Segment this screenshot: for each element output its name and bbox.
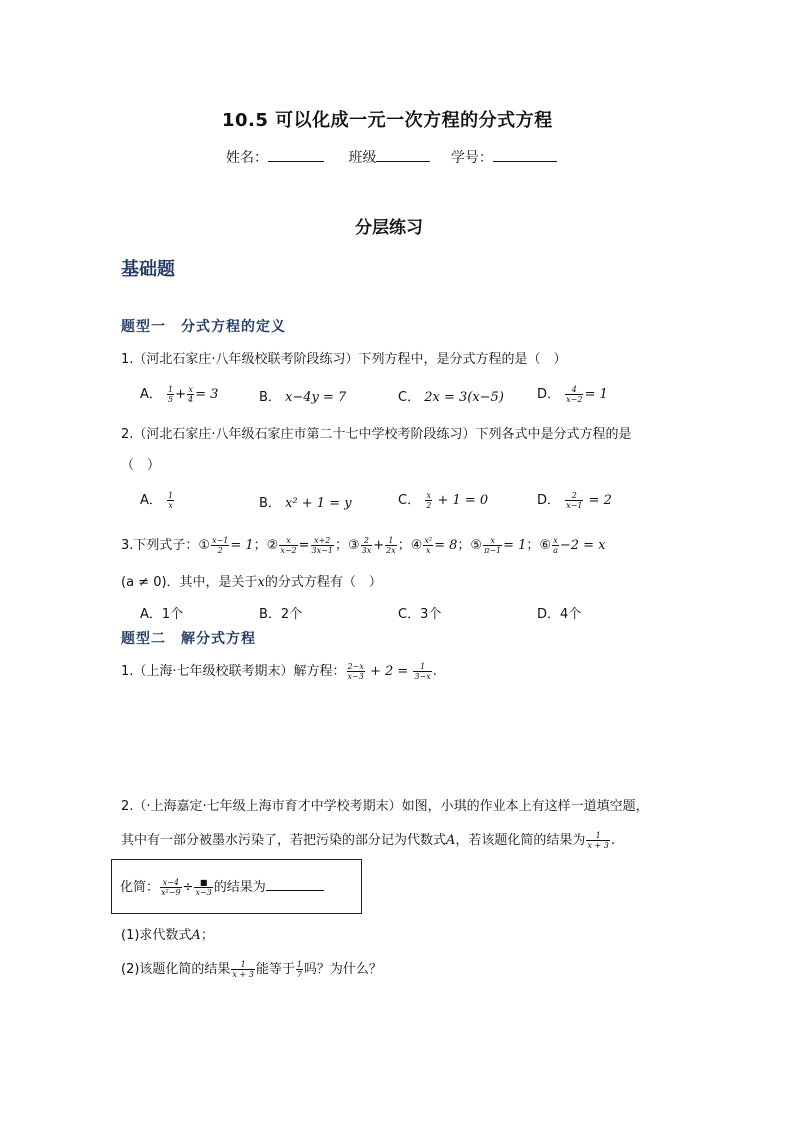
name-label: 姓名： [226, 150, 268, 166]
fraction: $\frac{4}{x-2}$ [566, 385, 583, 404]
q5-part1 [121, 924, 214, 943]
section-heading-2: 题型二 解分式方程 [121, 631, 256, 647]
option-letter: C． [398, 493, 421, 508]
subtitle: 分层练习 [355, 218, 423, 238]
option-letter: D． [537, 493, 561, 508]
option-expr: + 1 = 0 [433, 493, 489, 508]
q2-option-a [140, 489, 175, 510]
q2-option-c [398, 489, 488, 510]
class-blank [376, 161, 430, 162]
option-expr: 2x = 3(x−5) [424, 390, 504, 405]
q3-intro: 3.下列式子： [121, 538, 199, 553]
box-tail: 的结果为 [213, 880, 266, 895]
answer-blank [266, 890, 324, 891]
option-expr: x−4y = 7 [285, 390, 347, 405]
q5-line2-post: ，若该题化简的结果为 [455, 833, 586, 848]
q1-option-b [259, 386, 346, 405]
box-content: 化简： $\frac{x-4}{\text{x²−9}}$ ÷ $\frac{■}{x-3}$ 的结果为 [120, 876, 324, 897]
q3-expressions: 3.下列式子：① $\frac{x-1}{2}$ = 1；② $\frac{x}{x-2}$ = $\frac{x+2}{3x-1}$ ；③ $\frac{2}{3x}$ + $\frac{1}{2x}$ ；④ $\frac{\text{x²}}{x}$ = 8；⑤ $\frac{x}{\pi-1}$ = 1；⑥ $\frac{x}{a}$ −2 = x [121, 536, 606, 555]
option-expr: = 2 [584, 493, 612, 508]
option-letter: B． [259, 390, 281, 405]
class-label: 班级 [348, 150, 377, 166]
fraction: $\frac{1}{x}$ [168, 491, 174, 510]
option-letter: B． [259, 496, 281, 511]
part2-pre: (2)该题化简的结果 [121, 962, 231, 977]
level-heading: 基础题 [121, 259, 175, 280]
q1-stem: 1.（河北石家庄·八年级校联考阶段练习）下列方程中，是分式方程的是（ ） [121, 352, 567, 367]
q5-part2: (2)该题化简的结果 $\frac{1}{x + 3}$ 能等于 $\frac{1}{7}$ 吗？为什么？ [121, 960, 382, 979]
q4-expr: + 2 = [365, 664, 413, 679]
option-expr: x² + 1 = y [285, 496, 352, 511]
option-letter: A． [140, 493, 162, 508]
student-info [226, 147, 557, 167]
q4-stem: 1.（上海·七年级校联考期末）解方程： $\frac{2-x}{x-3}$ + 2 = $\frac{1}{3-x}$ . [121, 662, 437, 681]
q3-var: x [257, 575, 265, 590]
q4-stem-text: 1.（上海·七年级校联考期末）解方程： [121, 664, 346, 679]
q2-paren: （ ） [121, 458, 161, 473]
option-letter: C． [398, 390, 421, 405]
fraction: $\frac{2}{x-1}$ [566, 491, 583, 510]
q3-option-c: C．3个 [398, 607, 442, 622]
q2-option-b [259, 492, 352, 511]
part1-var: A [191, 928, 201, 943]
q5-var: A [446, 833, 456, 848]
part2-mid: 能等于 [255, 962, 295, 977]
fraction: $\frac{x}{2}$ [426, 491, 432, 510]
q5-line2: 其中有一部分被墨水污染了，若把污染的部分记为代数式A，若该题化简的结果为 $\frac{1}{x + 3}$ . [121, 831, 615, 850]
q3-line2-pre: (a ≠ 0)．其中，是关于 [121, 575, 258, 590]
part1-pre: (1)求代数式 [121, 928, 192, 943]
part1-post: ； [200, 928, 214, 943]
id-blank [493, 161, 557, 162]
name-blank [268, 161, 324, 162]
section-heading-1: 题型一 分式方程的定义 [121, 319, 286, 335]
option-letter: A． [140, 387, 162, 402]
q2-stem: 2.（河北石家庄·八年级石家庄市第二十七中学校考阶段练习）下列各式中是分式方程的是 [121, 427, 632, 442]
q3-line2-post: 的分式方程有（ ） [264, 575, 382, 590]
id-label: 学号： [450, 150, 493, 166]
q3-line2 [121, 571, 382, 590]
option-letter: D． [537, 387, 561, 402]
box-label: 化简： [120, 880, 160, 895]
page-title: 10.5 可以化成一元一次方程的分式方程 [222, 110, 553, 131]
q3-option-d: D．4个 [537, 607, 582, 622]
fraction: $\frac{1}{5}$ [168, 385, 174, 404]
q3-option-b: B．2个 [259, 607, 303, 622]
part2-post: 吗？为什么？ [303, 962, 382, 977]
q1-option-d: D． $\frac{4}{x-2}$ = 1 [537, 385, 608, 404]
fraction: $\frac{x}{4}$ [188, 385, 194, 404]
q2-option-d [537, 489, 612, 510]
q3-option-a: A．1个 [140, 607, 184, 622]
q5-line1: 2.（·上海嘉定·七年级上海市育才中学校考期末）如图，小琪的作业本上有这样一道填空题， [121, 799, 649, 814]
q1-option-c [398, 386, 504, 405]
q5-line2-pre: 其中有一部分被墨水污染了，若把污染的部分记为代数式 [121, 833, 447, 848]
q1-option-a: A． $\frac{1}{5}$ + $\frac{x}{4}$ = 3 [140, 385, 219, 404]
